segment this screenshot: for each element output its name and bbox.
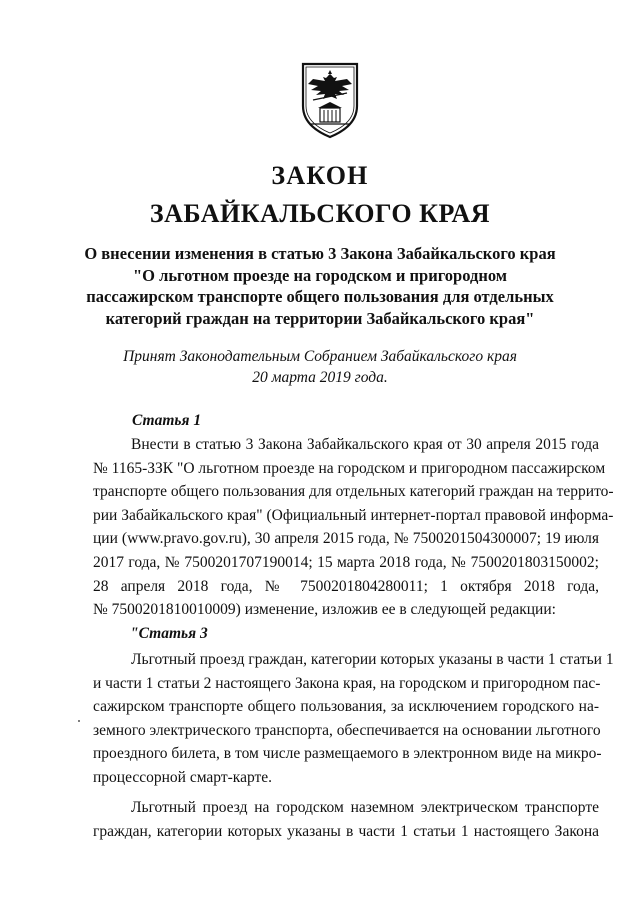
article-1-heading: Статья 1: [132, 412, 202, 429]
article-3-paragraph-1: [93, 648, 614, 790]
article-3-paragraph-2: [93, 796, 599, 843]
subtitle-line: "О льготном проезде на городском и пригородном: [132, 265, 508, 285]
text-line: рии Забайкальского края" (Официальный интернет-портал правовой информа-: [93, 506, 614, 524]
article-1-text: [93, 433, 614, 622]
text-line: № 7500201810010009) изменение, изложив ее в следующей редакции:: [93, 601, 556, 619]
text-line: процессорной смарт-карте.: [93, 768, 273, 786]
text-line: 28 апреля 2018 года, № 7500201804280011; 1 октября 2018 года,: [93, 577, 599, 595]
text-line: ции (www.pravo.gov.ru), 30 апреля 2015 года, № 7500201504300007; 19 июля: [93, 530, 599, 548]
subtitle-line: пассажирском транспорте общего пользования для отдельных: [86, 287, 554, 306]
coat-of-arms-emblem: [299, 60, 361, 140]
subtitle-line: О внесении изменения в статью 3 Закона Забайкальского края: [84, 244, 556, 263]
region-title: ЗАБАЙКАЛЬСКОГО КРАЯ: [149, 199, 491, 228]
text-line: № 1165-ЗЗК "О льготном проезде на городском и пригородном пассажирском: [93, 459, 606, 477]
text-line: земного электрического транспорта, обеспечивается на основании льготного: [93, 721, 601, 739]
scan-speck: [78, 720, 80, 722]
adoption-note: [60, 346, 580, 388]
text-line: и части 1 статьи 2 настоящего Закона края, на городском и пригородном пас-: [93, 674, 601, 692]
text-line: Льготный проезд на городском наземном электрическом транспорте: [131, 799, 599, 816]
text-line: сажирском транспорте общего пользования, за исключением городского на-: [93, 698, 599, 716]
article-3-heading: "Статья 3: [130, 625, 208, 642]
text-line: Внести в статью 3 Закона Забайкальского края от 30 апреля 2015 года: [131, 436, 599, 453]
text-line: транспорте общего пользования для отдельных категорий граждан на террито-: [93, 483, 614, 501]
adoption-date: 20 марта 2019 года.: [252, 369, 388, 386]
law-subtitle: [60, 243, 580, 329]
text-line: Льготный проезд граждан, категории которых указаны в части 1 статьи 1: [131, 651, 614, 668]
text-line: граждан, категории которых указаны в части 1 статьи 1 настоящего Закона: [93, 822, 599, 840]
subtitle-line: категорий граждан на территории Забайкальского края": [105, 308, 535, 328]
text-line: проездного билета, в том числе размещаемого в электронном виде на микро-: [93, 745, 602, 763]
adoption-line: Принят Законодательным Собранием Забайкальского края: [123, 348, 517, 365]
text-line: 2017 года, № 7500201707190014; 15 марта 2018 года, № 7500201803150002;: [93, 553, 599, 571]
law-title: ЗАКОН: [271, 161, 369, 190]
